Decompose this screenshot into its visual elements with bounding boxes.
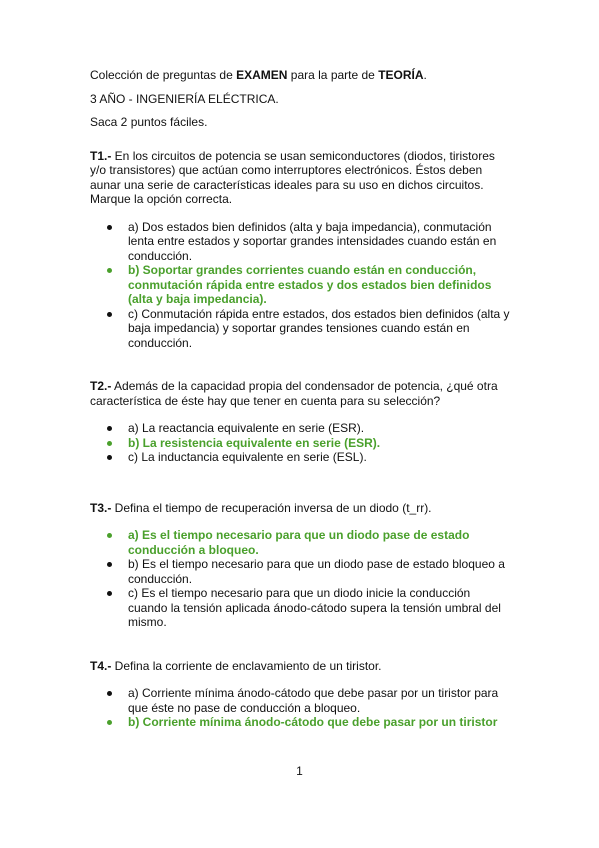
option-text: b) Es el tiempo necesario para que un diodo pase de estado bloqueo a conducción. bbox=[128, 557, 505, 586]
option-text: c) La inductancia equivalente en serie (ESL). bbox=[128, 450, 367, 464]
option-text: b) Soportar grandes corrientes cuando están en conducción, conmutación rápida entre estados y dos estados bien definidos (alta y baja impedancia). bbox=[128, 263, 492, 306]
document-content bbox=[90, 68, 512, 730]
question-text: Defina el tiempo de recuperación inversa de un diodo (t_rr). bbox=[111, 500, 432, 515]
header-title-line bbox=[90, 68, 512, 83]
option-text: a) Es el tiempo necesario para que un diodo pase de estado conducción a bloqueo. bbox=[128, 528, 470, 557]
bullet-icon bbox=[107, 591, 112, 596]
option-t3-b bbox=[90, 557, 512, 586]
header-course: 3 AÑO - INGENIERÍA ELÉCTRICA. bbox=[90, 91, 279, 106]
option-text: a) Dos estados bien definidos (alta y baja impedancia), conmutación lenta entre estados y soportar grandes intensidades cuando están en conducción. bbox=[128, 219, 497, 263]
question-number: T4.- bbox=[90, 658, 112, 673]
header-title-prefix: Colección de preguntas de bbox=[90, 68, 237, 82]
bullet-icon bbox=[107, 426, 112, 431]
bullet-icon bbox=[107, 720, 112, 725]
option-t3-a-correct bbox=[90, 528, 512, 557]
bullet-icon bbox=[107, 268, 112, 273]
header-title-exam: EXAMEN bbox=[236, 68, 288, 82]
question-text: Además de la capacidad propia del condensador de potencia, ¿qué otra característica de éste hay que tener en cuenta para su selección? bbox=[90, 379, 498, 408]
bullet-icon bbox=[107, 533, 112, 538]
question-number: T1.- bbox=[90, 148, 112, 163]
option-text: a) Corriente mínima ánodo-cátodo que debe pasar por un tiristor para que éste no pase de conducción a bloqueo. bbox=[128, 686, 499, 715]
option-t1-b-correct bbox=[90, 263, 512, 307]
header-title-suffix: . bbox=[423, 68, 427, 82]
question-t1 bbox=[90, 149, 512, 207]
page-number: 1 bbox=[296, 764, 303, 778]
options-list-t2 bbox=[90, 421, 512, 465]
option-text: c) Conmutación rápida entre estados, dos estados bien definidos (alta y baja impedancia) y soportar grandes tensiones cuando están en conducción. bbox=[128, 306, 510, 350]
option-t4-a bbox=[90, 686, 512, 715]
question-text: En los circuitos de potencia se usan semiconductores (diodos, tiristores y/o transistores) que actúan como interruptores electrónicos. Éstos deben aunar una serie de características ideales para su uso en dichos circuitos. Marque la opción correcta. bbox=[90, 148, 495, 206]
bullet-icon bbox=[107, 455, 112, 460]
question-t3 bbox=[90, 501, 512, 516]
options-list-t4 bbox=[90, 686, 512, 730]
question-number: T3.- bbox=[90, 500, 112, 515]
bullet-icon bbox=[107, 225, 112, 230]
option-text: b) Corriente mínima ánodo-cátodo que debe pasar por un tiristor bbox=[128, 715, 498, 729]
question-text: Defina la corriente de enclavamiento de un tiristor. bbox=[111, 658, 382, 673]
option-t1-c bbox=[90, 307, 512, 351]
question-t2 bbox=[90, 379, 512, 408]
bullet-icon bbox=[107, 562, 112, 567]
option-text: c) Es el tiempo necesario para que un diodo inicie la conducción cuando la tensión aplicada ánodo-cátodo supera la tensión umbral del mismo. bbox=[128, 586, 501, 629]
options-list-t3 bbox=[90, 528, 512, 630]
bullet-icon bbox=[107, 441, 112, 446]
option-t2-b-correct bbox=[90, 436, 512, 451]
option-t2-c bbox=[90, 450, 512, 465]
option-t1-a bbox=[90, 220, 512, 264]
option-t3-c bbox=[90, 586, 512, 630]
header-note: Saca 2 puntos fáciles. bbox=[90, 115, 208, 129]
question-number: T2.- bbox=[90, 379, 112, 393]
bullet-icon bbox=[107, 312, 112, 317]
option-t4-b-correct bbox=[90, 715, 512, 730]
option-text: b) La resistencia equivalente en serie (ESR). bbox=[128, 435, 381, 450]
bullet-icon bbox=[107, 691, 112, 696]
option-text: a) La reactancia equivalente en serie (ESR). bbox=[128, 421, 365, 435]
header-title-mid: para la parte de bbox=[287, 68, 379, 82]
header-title-theory: TEORÍA bbox=[378, 68, 424, 82]
option-t2-a bbox=[90, 421, 512, 436]
question-t4 bbox=[90, 659, 512, 674]
options-list-t1 bbox=[90, 220, 512, 351]
